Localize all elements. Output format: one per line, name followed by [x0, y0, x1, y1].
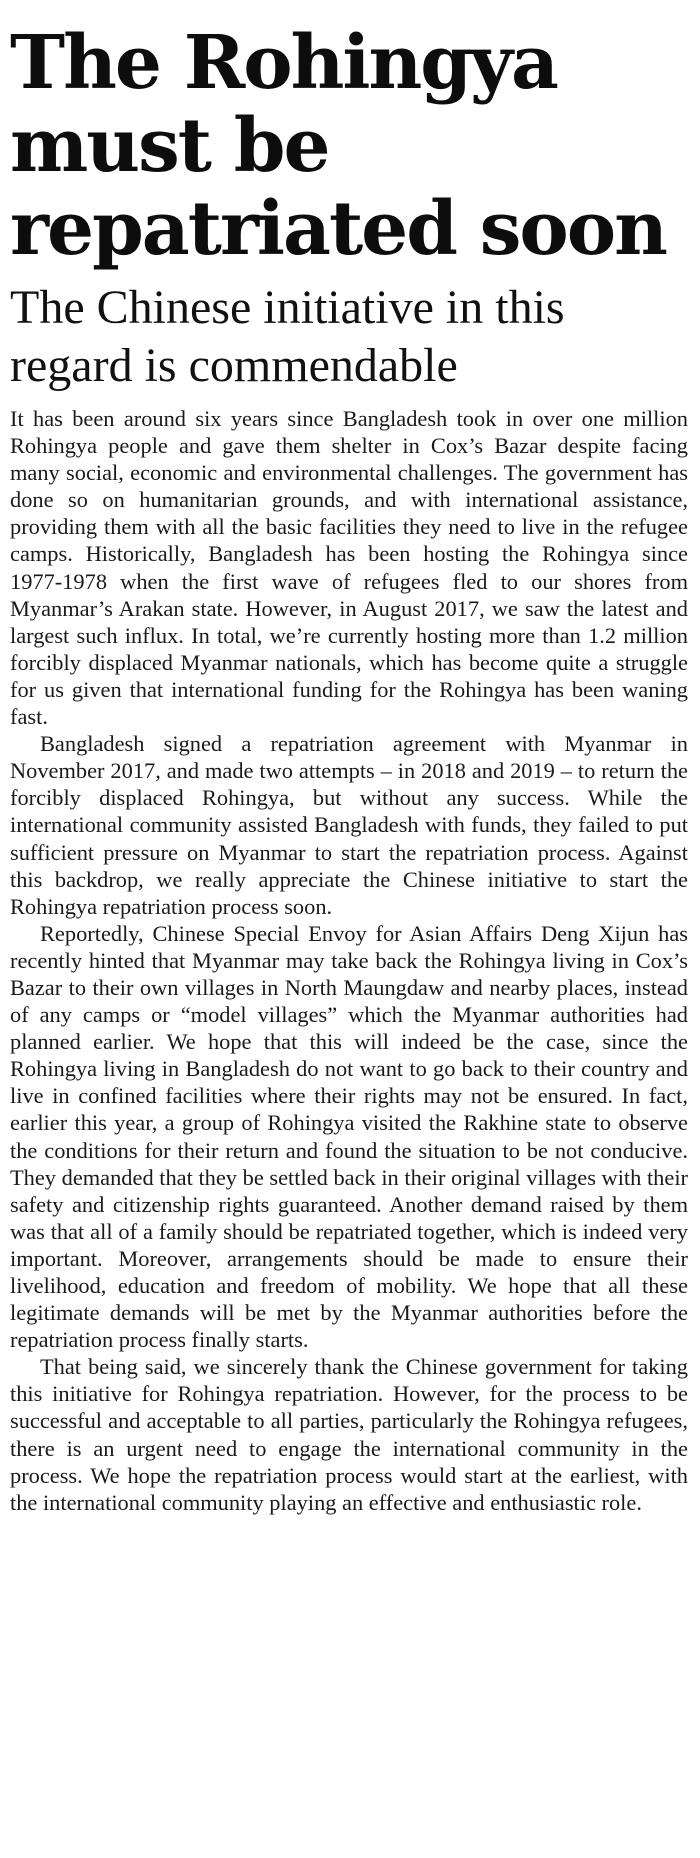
subheadline: The Chinese initiative in this regard is commendable	[10, 281, 565, 392]
editorial-article	[10, 22, 688, 1516]
paragraph-3: Reportedly, Chinese Special Envoy for Asian Affairs Deng Xijun has recently hinted that Myanmar may take back the Rohingya living in Cox’s Bazar to their own villages in North Maungdaw and nearby places, instead of any camps or “model villages” which the Myanmar authorities had planned earlier. We hope that this will indeed be the case, since the Rohingya living in Bangladesh do not want to go back to their country and live in confined facilities where their rights may not be ensured. In fact, earlier this year, a group of Rohingya visited the Rakhine state to observe the conditions for their return and found the situation to be not conducive. They demanded that they be settled back in their original villages with their safety and citizenship rights guaranteed. Another demand raised by them was that all of a family should be repatriated together, which is indeed very important. Moreover, arrangements should be made to ensure their livelihood, education and freedom of mobility. We hope that all these legitimate demands will be met by the Myanmar authorities before the repatriation process finally starts.	[10, 920, 688, 1353]
article-body	[10, 405, 688, 1516]
paragraph-4: That being said, we sincerely thank the Chinese government for taking this initiative for Rohingya repatriation. However, for the process to be successful and acceptable to all parties, particularly the Rohingya refugees, there is an urgent need to engage the international community in the process. We hope the repatriation process would start at the earliest, with the international community playing an effective and enthusiastic role.	[10, 1354, 688, 1515]
paragraph-2: Bangladesh signed a repatriation agreement with Myanmar in November 2017, and made two attempts – in 2018 and 2019 – to return the forcibly displaced Rohingya, but without any success. While the international community assisted Bangladesh with funds, they failed to put sufficient pressure on Myanmar to start the repatriation process. Against this backdrop, we really appreciate the Chinese initiative to start the Rohingya repatriation process soon.	[10, 731, 688, 919]
paragraph-1: It has been around six years since Bangladesh took in over one million Rohingya people and gave them shelter in Cox’s Bazar despite facing many social, economic and environmental challenges. The government has done so on humanitarian grounds, and with international assistance, providing them with all the basic facilities they need to live in the refugee camps. Historically, Bangladesh has been hosting the Rohingya since 1977-1978 when the first wave of refugees fled to our shores from Myanmar’s Arakan state. However, in August 2017, we saw the latest and largest such influx. In total, we’re currently hosting more than 1.2 million forcibly displaced Myanmar nationals, which has become quite a struggle for us given that international funding for the Rohingya has been waning fast.	[10, 406, 688, 730]
headline: The Rohingya must be repatriated soon	[10, 20, 666, 272]
